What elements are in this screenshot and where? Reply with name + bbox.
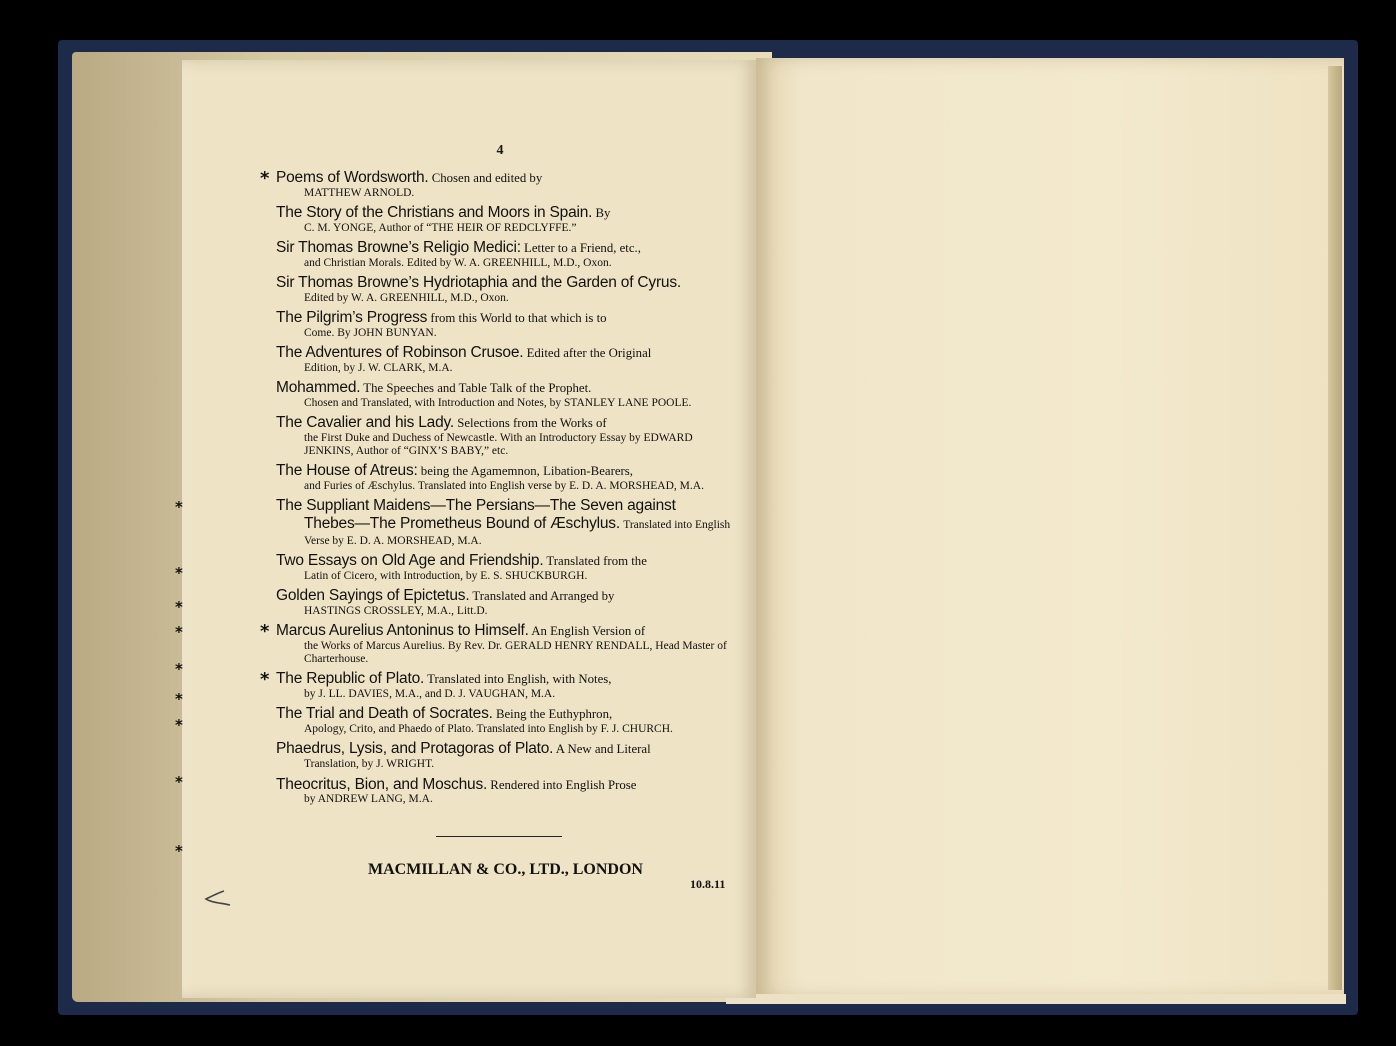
entry-title: Poems of Wordsworth. bbox=[276, 169, 429, 186]
catalog-entry bbox=[260, 168, 738, 200]
entry-description: Chosen and edited by bbox=[428, 171, 543, 185]
entry-title: The House of Atreus: bbox=[276, 462, 418, 480]
entry-description: Rendered into English Prose bbox=[487, 777, 637, 792]
margin-asterisk: * bbox=[175, 660, 183, 678]
entry-description: Being the Euthyphron, bbox=[492, 707, 613, 722]
entry-description: A New and Literal bbox=[553, 742, 651, 757]
entry-detail: Come. By JOHN BUNYAN. bbox=[304, 326, 437, 339]
entry-description: By bbox=[592, 206, 611, 221]
entry-detail: and Christian Morals. Edited by W. A. GREENHILL, M.D., Oxon. bbox=[304, 256, 612, 269]
margin-asterisk: * bbox=[175, 564, 183, 582]
right-page-bottom-edge bbox=[726, 994, 1346, 1004]
entry-detail: Translation, by J. WRIGHT. bbox=[304, 758, 435, 771]
catalog-entry bbox=[276, 380, 738, 410]
catalog-entry bbox=[276, 777, 738, 807]
catalog-entry bbox=[260, 621, 738, 666]
entry-detail: and Furies of Æschylus. Translated into English verse by E. D. A. MORSHEAD, M.A. bbox=[304, 480, 704, 493]
asterisk-mark: * bbox=[260, 669, 270, 691]
entry-description: Selections from the Works of bbox=[454, 416, 607, 431]
entry-title: Sir Thomas Browne’s Religio Medici: bbox=[276, 239, 521, 257]
entry-title: Golden Sayings of Epictetus. bbox=[276, 587, 470, 605]
book-catalog-list bbox=[260, 168, 738, 812]
entry-title: The Story of the Christians and Moors in Spain. bbox=[276, 204, 593, 222]
entry-title: Sir Thomas Browne’s Hydriotaphia and the Garden of Cyrus. bbox=[276, 274, 682, 292]
entry-description: Translated and Arranged by bbox=[469, 589, 615, 604]
catalog-entry bbox=[260, 669, 738, 701]
entry-description: The Speeches and Table Talk of the Prophet. bbox=[360, 381, 592, 396]
entry-title: The Trial and Death of Socrates. bbox=[276, 705, 493, 723]
asterisk-mark: * bbox=[260, 621, 270, 643]
catalog-entry bbox=[276, 310, 738, 340]
margin-asterisk: * bbox=[175, 690, 183, 708]
entry-description: Letter to a Friend, etc., bbox=[520, 241, 641, 256]
entry-title: The Pilgrim’s Progress bbox=[276, 309, 428, 327]
entry-detail: Apology, Crito, and Phaedo of Plato. Translated into English by F. J. CHURCH. bbox=[304, 723, 673, 736]
entry-title: Two Essays on Old Age and Friendship. bbox=[276, 552, 544, 570]
right-page-edges bbox=[1328, 66, 1342, 990]
entry-detail: Chosen and Translated, with Introduction and Notes, by STANLEY LANE POOLE. bbox=[304, 396, 692, 409]
catalog-entry bbox=[276, 588, 738, 618]
entry-title: Phaedrus, Lysis, and Protagoras of Plato. bbox=[276, 740, 554, 758]
page-number: 4 bbox=[496, 143, 504, 158]
entry-title: The Cavalier and his Lady. bbox=[276, 414, 455, 432]
entry-description: from this World to that which is to bbox=[427, 311, 607, 326]
entry-title: The Suppliant Maidens—The Persians—The Seven against bbox=[276, 497, 676, 515]
entry-title: Marcus Aurelius Antoninus to Himself. bbox=[276, 622, 529, 640]
entry-detail: the First Duke and Duchess of Newcastle. With an Introductory Essay by EDWARD JENKINS, Author of “GINX’S BABY,” etc. bbox=[304, 431, 693, 458]
divider-rule bbox=[436, 836, 562, 837]
publisher-imprint: MACMILLAN & CO., LTD., LONDON bbox=[368, 861, 643, 878]
entry-detail: MATTHEW ARNOLD. bbox=[304, 186, 415, 199]
entry-detail: HASTINGS CROSSLEY, M.A., Litt.D. bbox=[304, 605, 488, 617]
entry-detail: Edition, by J. W. CLARK, M.A. bbox=[304, 361, 453, 374]
margin-asterisk: * bbox=[175, 716, 183, 734]
entry-detail: Edited by W. A. GREENHILL, M.D., Oxon. bbox=[304, 291, 509, 304]
margin-asterisk: * bbox=[175, 623, 183, 641]
print-date-code: 10.8.11 bbox=[690, 877, 726, 891]
entry-detail: Translated into English Verse by E. D. A. MORSHEAD, M.A. bbox=[304, 519, 731, 547]
entry-description: Translated into English, with Notes, bbox=[424, 672, 612, 687]
catalog-entry bbox=[276, 415, 738, 458]
margin-asterisk: * bbox=[175, 842, 183, 860]
entry-title: Mohammed. bbox=[276, 379, 361, 397]
entry-title: The Adventures of Robinson Crusoe. bbox=[276, 344, 524, 362]
margin-asterisk: * bbox=[175, 773, 183, 791]
entry-detail: the Works of Marcus Aurelius. By Rev. Dr. GERALD HENRY RENDALL, Head Master of Charterhouse. bbox=[304, 640, 727, 666]
entry-detail: by ANDREW LANG, M.A. bbox=[304, 793, 433, 806]
catalog-entry bbox=[276, 463, 738, 493]
catalog-entry bbox=[276, 498, 738, 548]
catalog-entry bbox=[276, 553, 738, 583]
catalog-entry bbox=[276, 706, 738, 736]
right-page bbox=[756, 58, 1344, 998]
catalog-entry bbox=[276, 275, 738, 305]
catalog-entry bbox=[276, 240, 738, 270]
entry-detail: by J. LL. DAVIES, M.A., and D. J. VAUGHAN, M.A. bbox=[304, 688, 556, 701]
entry-description: Edited after the Original bbox=[523, 346, 652, 361]
entry-subtitle: Thebes—The Prometheus Bound of Æschylus. bbox=[304, 515, 620, 533]
entry-description: An English Version of bbox=[528, 624, 646, 639]
catalog-entry bbox=[276, 345, 738, 375]
margin-asterisk: * bbox=[175, 498, 183, 516]
entry-detail-line bbox=[276, 515, 738, 548]
catalog-entry bbox=[276, 741, 738, 771]
entry-description: Translated from the bbox=[543, 554, 647, 569]
entry-detail: Latin of Cicero, with Introduction, by E. S. SHUCKBURGH. bbox=[304, 569, 588, 582]
margin-asterisk: * bbox=[175, 598, 183, 616]
asterisk-mark: * bbox=[260, 168, 270, 189]
catalog-entry bbox=[276, 205, 738, 235]
entry-detail: C. M. YONGE, Author of “THE HEIR OF REDCLYFFE.” bbox=[304, 221, 577, 234]
pencil-arrow-icon bbox=[202, 887, 232, 909]
entry-title: Theocritus, Bion, and Moschus. bbox=[276, 775, 488, 793]
entry-description: being the Agamemnon, Libation-Bearers, bbox=[417, 464, 633, 479]
entry-title: The Republic of Plato. bbox=[276, 670, 425, 688]
